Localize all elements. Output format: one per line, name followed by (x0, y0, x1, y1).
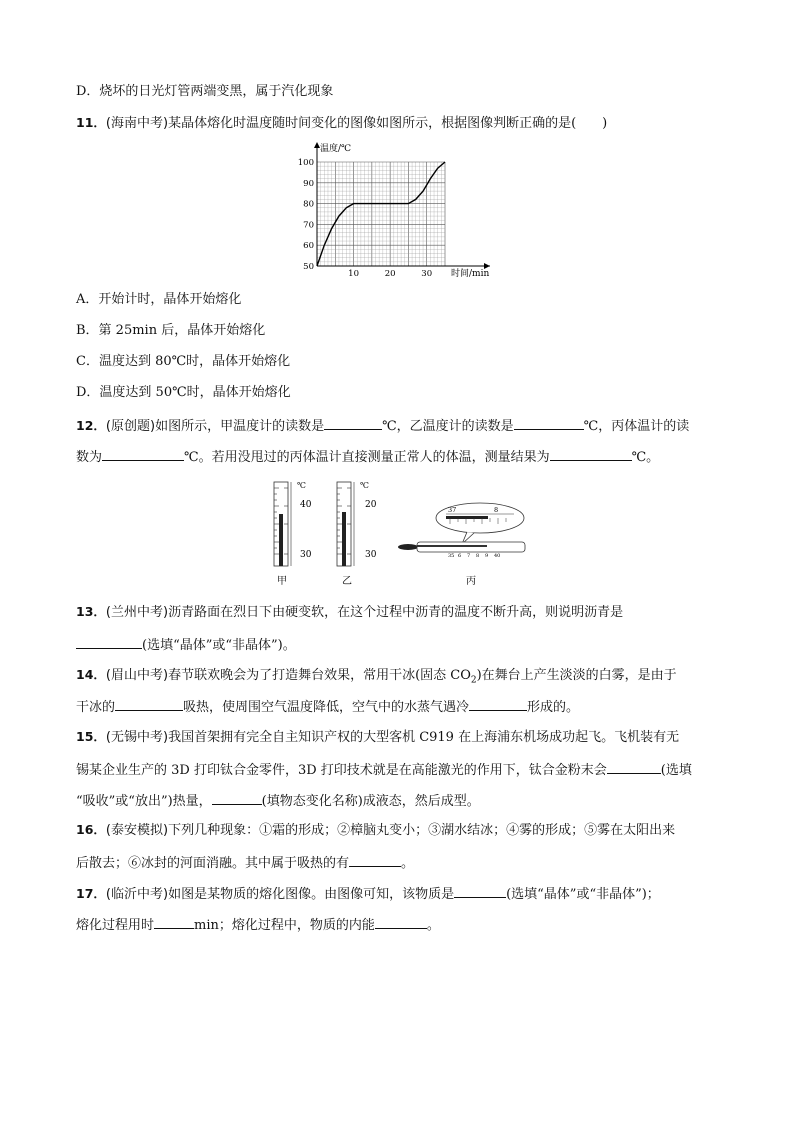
x-tick-label: 30 (421, 269, 433, 279)
question-text: “吸收”或“放出”)热量， (76, 794, 212, 809)
q15-line3 (76, 790, 480, 811)
question-text: (填物态变化名称)成液态，然后成型。 (261, 794, 480, 809)
question-number: 15． (76, 729, 106, 744)
q13-line1 (76, 603, 623, 622)
question-text: 如图所示，甲温度计的读数是 (155, 419, 325, 434)
thermometer-bing (398, 503, 525, 587)
chart-axes (314, 142, 490, 269)
tick-label: 35 (448, 553, 455, 559)
question-text: 形成的。 (527, 700, 580, 715)
q11-option-b: B．第 25min 后，晶体开始熔化 (76, 323, 266, 338)
figure-label: 乙 (342, 576, 352, 587)
answer-blank[interactable] (514, 415, 584, 430)
y-tick-label: 90 (303, 178, 314, 189)
question-number: 13． (76, 604, 106, 619)
question-text: 数为 (76, 450, 103, 465)
question-source: (兰州中考) (105, 605, 169, 620)
answer-blank[interactable] (550, 446, 632, 461)
q12-line2 (76, 446, 659, 467)
question-source: (海南中考) (105, 116, 169, 131)
tick-label: 6 (458, 553, 462, 559)
tick-label: 8 (476, 553, 480, 559)
q15-line2 (76, 759, 692, 780)
answer-blank[interactable] (454, 883, 506, 898)
question-text: 沥青路面在烈日下由硬变软，在这个过程中沥青的温度不断升高，则说明沥青是 (168, 605, 624, 620)
question-text: ，丙体温计的读 (598, 419, 690, 434)
unit-label: ℃ (297, 481, 306, 490)
answer-blank[interactable] (375, 914, 427, 929)
question-text: (选填“晶体”或“非晶体”)； (506, 887, 660, 902)
y-tick-label: 100 (297, 158, 314, 168)
tick-label: 9 (485, 553, 489, 559)
question-number: 12． (76, 418, 106, 433)
x-tick-label: 10 (348, 269, 359, 279)
answer-blank[interactable] (212, 790, 262, 805)
question-number: 14． (76, 667, 106, 682)
question-text: 。 (401, 856, 415, 871)
data-series-line (317, 162, 445, 266)
figure-label: 甲 (277, 576, 287, 587)
tick-label: 40 (494, 553, 501, 559)
scale-label: 20 (365, 500, 377, 510)
question-text: )在舞台上产生淡淡的白雾，是由于 (476, 668, 677, 683)
q11-stem (76, 114, 607, 133)
answer-blank[interactable] (115, 696, 183, 711)
question-text: 吸热，使周围空气温度降低，空气中的水蒸气遇冷 (183, 700, 470, 715)
q14-line1 (76, 666, 677, 690)
q13-line2 (76, 634, 296, 655)
question-text: 我国首架拥有完全自主知识产权的大型客机 C919 在上海浦东机场成功起飞。飞机装有无 (168, 730, 680, 745)
question-source: (原创题) (105, 419, 156, 434)
x-axis-label: 时间/min (451, 269, 490, 279)
y-axis-label: 温度/℃ (320, 144, 352, 154)
q16-line1 (76, 821, 675, 840)
chart-grid (317, 162, 445, 266)
question-text: 熔化过程用时 (76, 918, 155, 933)
unit: ℃ (631, 450, 647, 465)
unit: ℃ (583, 419, 599, 434)
y-tick-label: 50 (303, 262, 314, 272)
q14-line2 (76, 696, 579, 717)
answer-blank[interactable] (102, 446, 184, 461)
question-text: 。若用没甩过的丙体温计直接测量正常人的体温，测量结果为 (198, 450, 550, 465)
subscript: 2 (470, 675, 477, 686)
thermometer-figure (262, 478, 532, 590)
q10-option-d: D．烧坏的日光灯管两端变黑，属于汽化现象 (76, 84, 334, 99)
q11-option-c: C．温度达到 80℃时，晶体开始熔化 (76, 354, 291, 369)
zoom-label: 8 (494, 506, 499, 514)
question-source: (临沂中考) (105, 887, 169, 902)
q17-line2 (76, 914, 440, 935)
y-tick-label: 80 (303, 199, 314, 210)
question-text: 锡某企业生产的 3D 打印钛合金零件，3D 打印技术就是在高能激光的作用下，钛合金粉末会 (76, 763, 607, 778)
question-text: 某晶体熔化时温度随时间变化的图像如图所示，根据图像判断正确的是( ) (168, 116, 608, 131)
question-number: 11． (76, 115, 106, 130)
question-source: (眉山中考) (105, 668, 169, 683)
question-text: 下列几种现象：①霜的形成；②樟脑丸变小；③湖水结冰；④雾的形成；⑤雾在太阳出来 (168, 823, 676, 838)
question-source: (无锡中考) (105, 730, 169, 745)
unit: ℃ (382, 419, 397, 434)
q15-line1 (76, 728, 679, 747)
question-text: 。 (426, 918, 440, 933)
question-text: (选填“晶体”或“非晶体”)。 (142, 638, 296, 653)
thermometer-yi (337, 481, 377, 587)
answer-blank[interactable] (76, 634, 142, 649)
zoom-label: 37 (448, 506, 457, 514)
y-tick-label: 70 (303, 220, 314, 231)
answer-blank[interactable] (607, 759, 661, 774)
question-number: 16． (76, 822, 106, 837)
unit-label: ℃ (360, 481, 369, 490)
question-source: (泰安模拟) (105, 823, 169, 838)
question-number: 17． (76, 886, 106, 901)
question-text: (选填 (660, 763, 692, 778)
scale-label: 40 (300, 500, 312, 510)
q11-option-d: D．温度达到 50℃时，晶体开始熔化 (76, 385, 291, 400)
thermometer-jia (274, 481, 312, 587)
q16-line2 (76, 852, 414, 873)
answer-blank[interactable] (324, 415, 382, 430)
q12-line1 (76, 415, 689, 436)
unit: ℃ (184, 450, 199, 465)
answer-blank[interactable] (154, 914, 194, 929)
question-text: 后散去；⑥冰封的河面消融。其中属于吸热的有 (76, 856, 350, 871)
question-text: ，乙温度计的读数是 (396, 419, 514, 434)
question-text: 。 (646, 450, 660, 465)
question-text: 干冰的 (76, 700, 116, 715)
scale-label: 30 (365, 550, 377, 560)
q11-option-a: A．开始计时，晶体开始熔化 (76, 292, 242, 307)
scale-label: 30 (300, 550, 312, 560)
answer-blank[interactable] (469, 696, 527, 711)
y-tick-label: 60 (303, 241, 314, 252)
question-text: min；熔化过程中，物质的内能 (194, 918, 375, 933)
answer-blank[interactable] (349, 852, 401, 867)
figure-label: 丙 (466, 576, 476, 587)
q17-line1 (76, 883, 660, 904)
question-text: 如图是某物质的熔化图像。由图像可知，该物质是 (168, 887, 455, 902)
tick-label: 7 (467, 553, 471, 559)
question-text: 春节联欢晚会为了打造舞台效果，常用干冰(固态 CO (168, 668, 471, 683)
melting-curve-chart (292, 140, 502, 280)
x-tick-label: 20 (384, 269, 396, 279)
